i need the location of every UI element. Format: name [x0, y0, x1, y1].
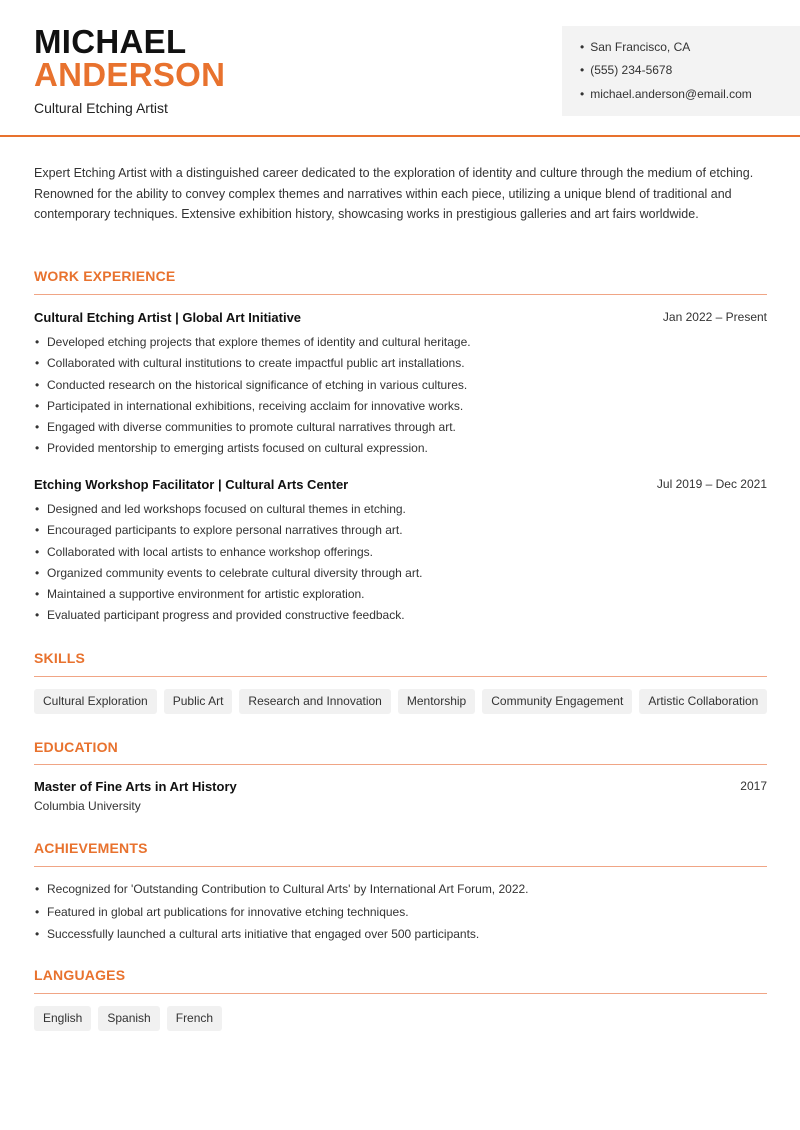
section-divider [34, 866, 767, 867]
list-item: • Encouraged participants to explore personal narratives through art. [34, 520, 767, 541]
list-item: • Collaborated with local artists to enhance workshop offerings. [34, 542, 767, 563]
contact-location: • San Francisco, CA [580, 40, 690, 54]
skill-tag: Community Engagement [482, 689, 632, 714]
section-title-education: EDUCATION [34, 739, 118, 755]
job-bullets [34, 332, 767, 460]
skills-list [34, 689, 767, 714]
language-tag: French [167, 1006, 222, 1031]
section-divider [34, 294, 767, 295]
list-item: • Maintained a supportive environment for artistic exploration. [34, 584, 767, 605]
professional-summary: Expert Etching Artist with a distinguished career dedicated to the exploration of identity and culture through the medium of etching. Renowned for the ability to convey complex themes and narratives within each piece, utilizing a unique blend of traditional and contemporary techniques. Extensive exhibition history, showcasing works in prestigious galleries and art fairs worldwide. [34, 166, 754, 222]
first-name: MICHAEL [34, 23, 187, 60]
skill-tag: Public Art [164, 689, 233, 714]
skill-tag: Cultural Exploration [34, 689, 157, 714]
job-dates: Jul 2019 – Dec 2021 [656, 477, 767, 491]
section-title-work: WORK EXPERIENCE [34, 268, 176, 284]
skill-tag: Research and Innovation [239, 689, 390, 714]
section-divider [34, 993, 767, 994]
contact-email[interactable]: • michael.anderson@email.com [580, 87, 752, 101]
job-heading: Cultural Etching Artist | Global Art Initiative [34, 310, 302, 325]
list-item: • Provided mentorship to emerging artists focused on cultural expression. [34, 438, 767, 459]
section-title-languages: LANGUAGES [34, 967, 126, 983]
list-item: • Conducted research on the historical significance of etching in various cultures. [34, 375, 767, 396]
list-item: • Recognized for 'Outstanding Contribution to Cultural Arts' by International Art Forum, 2022. [34, 878, 767, 901]
list-item: • Featured in global art publications for innovative etching techniques. [34, 901, 767, 924]
list-item: • Participated in international exhibitions, receiving acclaim for innovative works. [34, 396, 767, 417]
list-item: • Developed etching projects that explore themes of identity and cultural heritage. [34, 332, 767, 353]
education-degree: Master of Fine Arts in Art History [34, 779, 237, 794]
list-item: • Successfully launched a cultural arts initiative that engaged over 500 participants. [34, 923, 767, 946]
job-heading: Etching Workshop Facilitator | Cultural Arts Center [34, 477, 349, 492]
section-divider [34, 676, 767, 677]
list-item: • Evaluated participant progress and provided constructive feedback. [34, 605, 767, 626]
languages-list [34, 1006, 222, 1031]
resume-header [0, 0, 800, 137]
list-item: • Designed and led workshops focused on cultural themes in etching. [34, 499, 767, 520]
achievements-list [34, 878, 767, 946]
contact-phone: • (555) 234-5678 [580, 63, 672, 77]
job-dates: Jan 2022 – Present [662, 310, 767, 324]
skill-tag: Artistic Collaboration [639, 689, 767, 714]
section-divider [34, 764, 767, 765]
last-name: ANDERSON [34, 56, 226, 93]
list-item: • Collaborated with cultural institutions to create impactful public art installations. [34, 353, 767, 374]
section-title-achievements: ACHIEVEMENTS [34, 840, 148, 856]
list-item: • Engaged with diverse communities to promote cultural narratives through art. [34, 417, 767, 438]
language-tag: English [34, 1006, 91, 1031]
contact-box [562, 26, 800, 116]
language-tag: Spanish [98, 1006, 159, 1031]
section-title-skills: SKILLS [34, 650, 85, 666]
education-year: 2017 [740, 779, 767, 793]
skill-tag: Mentorship [398, 689, 475, 714]
job-bullets [34, 499, 767, 627]
education-school: Columbia University [34, 799, 141, 813]
job-title: Cultural Etching Artist [34, 100, 168, 116]
list-item: • Organized community events to celebrate cultural diversity through art. [34, 563, 767, 584]
